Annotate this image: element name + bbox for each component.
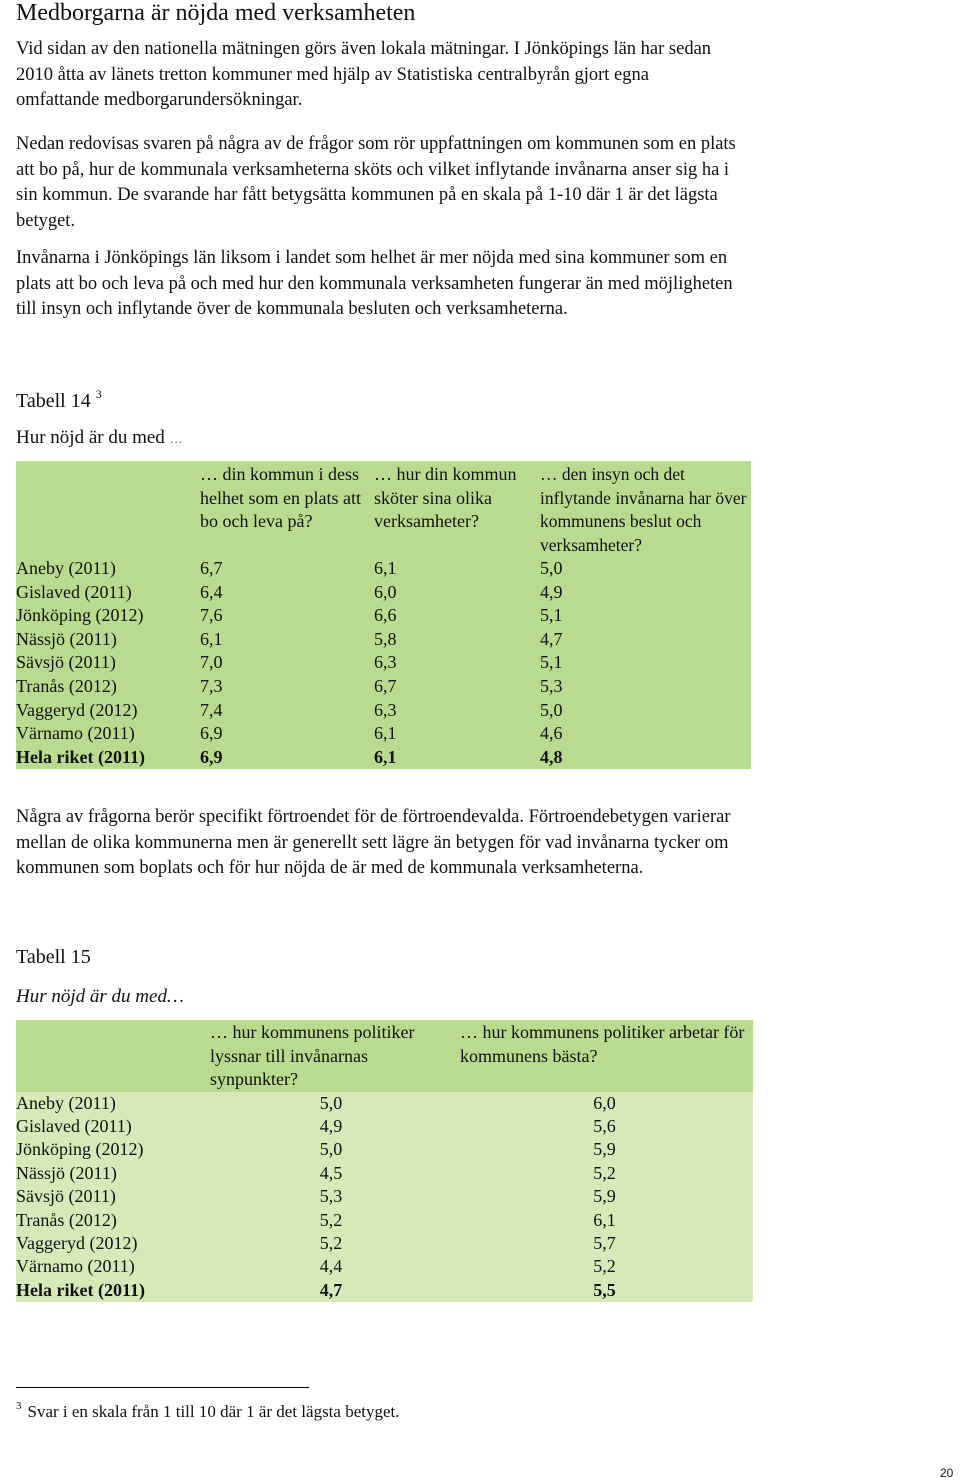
- header-cell-politicians-work: … hur kommunens politiker arbetar för kommunens bästa?: [456, 1020, 753, 1092]
- value-cell: 7,0: [200, 651, 374, 675]
- value-cell: 5,8: [374, 628, 540, 652]
- value-cell: 4,6: [540, 722, 751, 746]
- row-label-cell: Jönköping (2012): [16, 604, 200, 628]
- value-cell: 5,9: [456, 1185, 753, 1208]
- value-cell: 5,3: [540, 675, 751, 699]
- value-cell: 5,1: [540, 604, 751, 628]
- value-cell: 6,4: [200, 581, 374, 605]
- value-cell: 5,0: [540, 557, 751, 581]
- footnote-divider: [16, 1387, 309, 1388]
- table-row: [16, 1232, 753, 1255]
- row-label-cell: Vaggeryd (2012): [16, 699, 200, 723]
- table-row: [16, 1092, 753, 1115]
- row-label-cell: Aneby (2011): [16, 1092, 206, 1115]
- value-cell: 4,9: [540, 581, 751, 605]
- table-row: [16, 1138, 753, 1161]
- paragraph-intro: Vid sidan av den nationella mätningen görs även lokala mätningar. I Jönköpings län har sedan 2010 åtta av länets tretton kommuner med hjälp av Statistiska centralbyrån gjort egna omfattande medborgarundersökningar.: [16, 39, 712, 110]
- value-cell: 4,8: [540, 746, 751, 770]
- row-label-cell: Sävsjö (2011): [16, 651, 200, 675]
- table15-body: [16, 1092, 753, 1303]
- value-cell: 6,1: [374, 722, 540, 746]
- value-cell: 5,3: [206, 1185, 456, 1208]
- table14-caption: [16, 387, 102, 413]
- value-cell: 4,4: [206, 1255, 456, 1278]
- footnote-text: Svar i en skala från 1 till 10 där 1 är det lägsta betyget.: [27, 1402, 400, 1421]
- footnote-number: 3: [16, 1400, 22, 1412]
- table-row: [16, 722, 751, 746]
- table14-body: [16, 557, 751, 769]
- row-label-cell: Aneby (2011): [16, 557, 200, 581]
- table-row: [16, 604, 751, 628]
- value-cell: 5,1: [540, 651, 751, 675]
- table-row: [16, 675, 751, 699]
- row-label-cell: Nässjö (2011): [16, 628, 200, 652]
- value-cell: 6,3: [374, 699, 540, 723]
- table-row: [16, 581, 751, 605]
- table14-caption-text: Tabell 14: [16, 390, 91, 412]
- header-cell-influence: … den insyn och det inflytande invånarna har över kommunens beslut och verksamheter?: [540, 461, 751, 557]
- table-row: [16, 1209, 753, 1232]
- header-cell-blank: [16, 1020, 206, 1092]
- table15-subcaption: Hur nöjd är du med…: [16, 986, 184, 1007]
- table-row: [16, 1185, 753, 1208]
- value-cell: 5,2: [456, 1162, 753, 1185]
- value-cell: 6,1: [456, 1209, 753, 1232]
- table-row: [16, 628, 751, 652]
- table-15: [16, 1020, 753, 1302]
- value-cell: 5,0: [540, 699, 751, 723]
- value-cell: 6,1: [200, 628, 374, 652]
- table-14: [16, 461, 751, 769]
- table-row: [16, 1115, 753, 1138]
- row-label-cell: Sävsjö (2011): [16, 1185, 206, 1208]
- value-cell: 6,9: [200, 722, 374, 746]
- table-row: [16, 557, 751, 581]
- table14-subcaption-dots: …: [169, 431, 183, 446]
- value-cell: 5,9: [456, 1138, 753, 1161]
- table-row: [16, 1162, 753, 1185]
- row-label-cell: Gislaved (2011): [16, 1115, 206, 1138]
- value-cell: 5,2: [206, 1209, 456, 1232]
- row-label-cell: Hela riket (2011): [16, 1279, 206, 1302]
- table14-subcaption: [16, 427, 183, 449]
- row-label-cell: Jönköping (2012): [16, 1138, 206, 1161]
- value-cell: 4,9: [206, 1115, 456, 1138]
- header-cell-blank: [16, 461, 200, 557]
- paragraph-findings: Invånarna i Jönköpings län liksom i landet som helhet är mer nöjda med sina kommuner som en plats att bo och leva på och med hur den kommunala verksamheten fungerar än med möjligheten till insyn och inflytande över de kommunala besluten och verksamheterna.: [16, 248, 733, 319]
- value-cell: 5,0: [206, 1092, 456, 1115]
- row-label-cell: Hela riket (2011): [16, 746, 200, 770]
- value-cell: 5,0: [206, 1138, 456, 1161]
- value-cell: 4,5: [206, 1162, 456, 1185]
- value-cell: 6,1: [374, 557, 540, 581]
- table15-caption: Tabell 15: [16, 946, 91, 968]
- footnote-ref: 3: [95, 387, 102, 401]
- row-label-cell: Tranås (2012): [16, 1209, 206, 1232]
- page-number: 20: [940, 1466, 954, 1480]
- value-cell: 5,7: [456, 1232, 753, 1255]
- footnote: [16, 1400, 400, 1422]
- paragraph-method: Nedan redovisas svaren på några av de frågor som rör uppfattningen om kommunen som en plats att bo på, hur de kommunala verksamheterna sköts och vilket inflytande invånarna anser sig ha i sin kommun. De svarande har fått betygsätta kommunen på en skala på 1-10 där 1 är det lägsta betyget.: [16, 134, 736, 231]
- row-label-cell: Nässjö (2011): [16, 1162, 206, 1185]
- row-label-cell: Värnamo (2011): [16, 1255, 206, 1278]
- value-cell: 6,7: [374, 675, 540, 699]
- value-cell: 4,7: [540, 628, 751, 652]
- table-row: [16, 699, 751, 723]
- value-cell: 7,3: [200, 675, 374, 699]
- table-total-row: [16, 1279, 753, 1302]
- table-total-row: [16, 746, 751, 770]
- row-label-cell: Värnamo (2011): [16, 722, 200, 746]
- page-heading: Medborgarna är nöjda med verksamheten: [16, 0, 416, 26]
- value-cell: 6,6: [374, 604, 540, 628]
- table-row: [16, 651, 751, 675]
- header-cell-services: … hur din kommun sköter sina olika verksamheter?: [374, 461, 540, 557]
- header-cell-whole-municipality: … din kommun i dess helhet som en plats att bo och leva på?: [200, 461, 374, 557]
- value-cell: 6,7: [200, 557, 374, 581]
- table14-subcaption-text: Hur nöjd är du med: [16, 427, 165, 448]
- value-cell: 5,2: [206, 1232, 456, 1255]
- row-label-cell: Tranås (2012): [16, 675, 200, 699]
- value-cell: 7,6: [200, 604, 374, 628]
- value-cell: 5,6: [456, 1115, 753, 1138]
- row-label-cell: Vaggeryd (2012): [16, 1232, 206, 1255]
- header-cell-politicians-listen: … hur kommunens politiker lyssnar till invånarnas synpunkter?: [206, 1020, 456, 1092]
- value-cell: 6,3: [374, 651, 540, 675]
- value-cell: 6,9: [200, 746, 374, 770]
- value-cell: 6,1: [374, 746, 540, 770]
- table-header-row: [16, 1020, 753, 1092]
- value-cell: 6,0: [374, 581, 540, 605]
- value-cell: 6,0: [456, 1092, 753, 1115]
- value-cell: 5,5: [456, 1279, 753, 1302]
- paragraph-trust: Några av frågorna berör specifikt förtroendet för de förtroendevalda. Förtroendebetygen varierar mellan de olika kommunerna men är generellt sett lägre än betygen för vad invånarna tycker om kommunen som boplats och för hur nöjda de är med de kommunala verksamheterna.: [16, 807, 731, 878]
- table-row: [16, 1255, 753, 1278]
- value-cell: 7,4: [200, 699, 374, 723]
- table-header-row: [16, 461, 751, 557]
- row-label-cell: Gislaved (2011): [16, 581, 200, 605]
- value-cell: 4,7: [206, 1279, 456, 1302]
- value-cell: 5,2: [456, 1255, 753, 1278]
